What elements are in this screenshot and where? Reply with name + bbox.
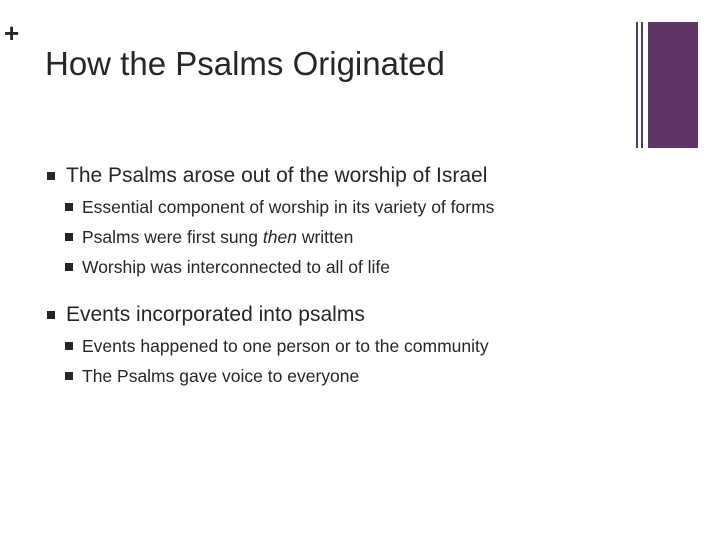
square-bullet-icon [65,233,73,241]
square-bullet-icon [65,203,73,211]
sub-bullet-text [82,226,353,248]
sub-bullet-text: Essential component of worship in its variety of forms [82,197,495,217]
accent-line-left [636,22,638,148]
square-bullet-icon [47,311,55,319]
sub-bullet-text-before: Psalms were first sung [82,227,263,247]
sub-bullet-text: The Psalms gave voice to everyone [82,366,360,386]
sub-bullet-text-after: written [296,227,354,247]
accent-block [648,22,698,148]
sub-bullet-text: Worship was interconnected to all of life [82,257,391,277]
square-bullet-icon [65,372,73,380]
sub-bullet-text: Events happened to one person or to the community [82,336,489,356]
bullet-text: Events incorporated into psalms [66,303,365,326]
sub-bullet-text-italic: then [262,227,297,247]
accent-line-right [641,22,643,148]
square-bullet-icon [47,172,55,180]
slide-title: How the Psalms Originated [45,45,445,82]
bullet-text: The Psalms arose out of the worship of Israel [66,164,488,187]
square-bullet-icon [65,263,73,271]
square-bullet-icon [65,342,73,350]
plus-icon: + [4,18,20,48]
